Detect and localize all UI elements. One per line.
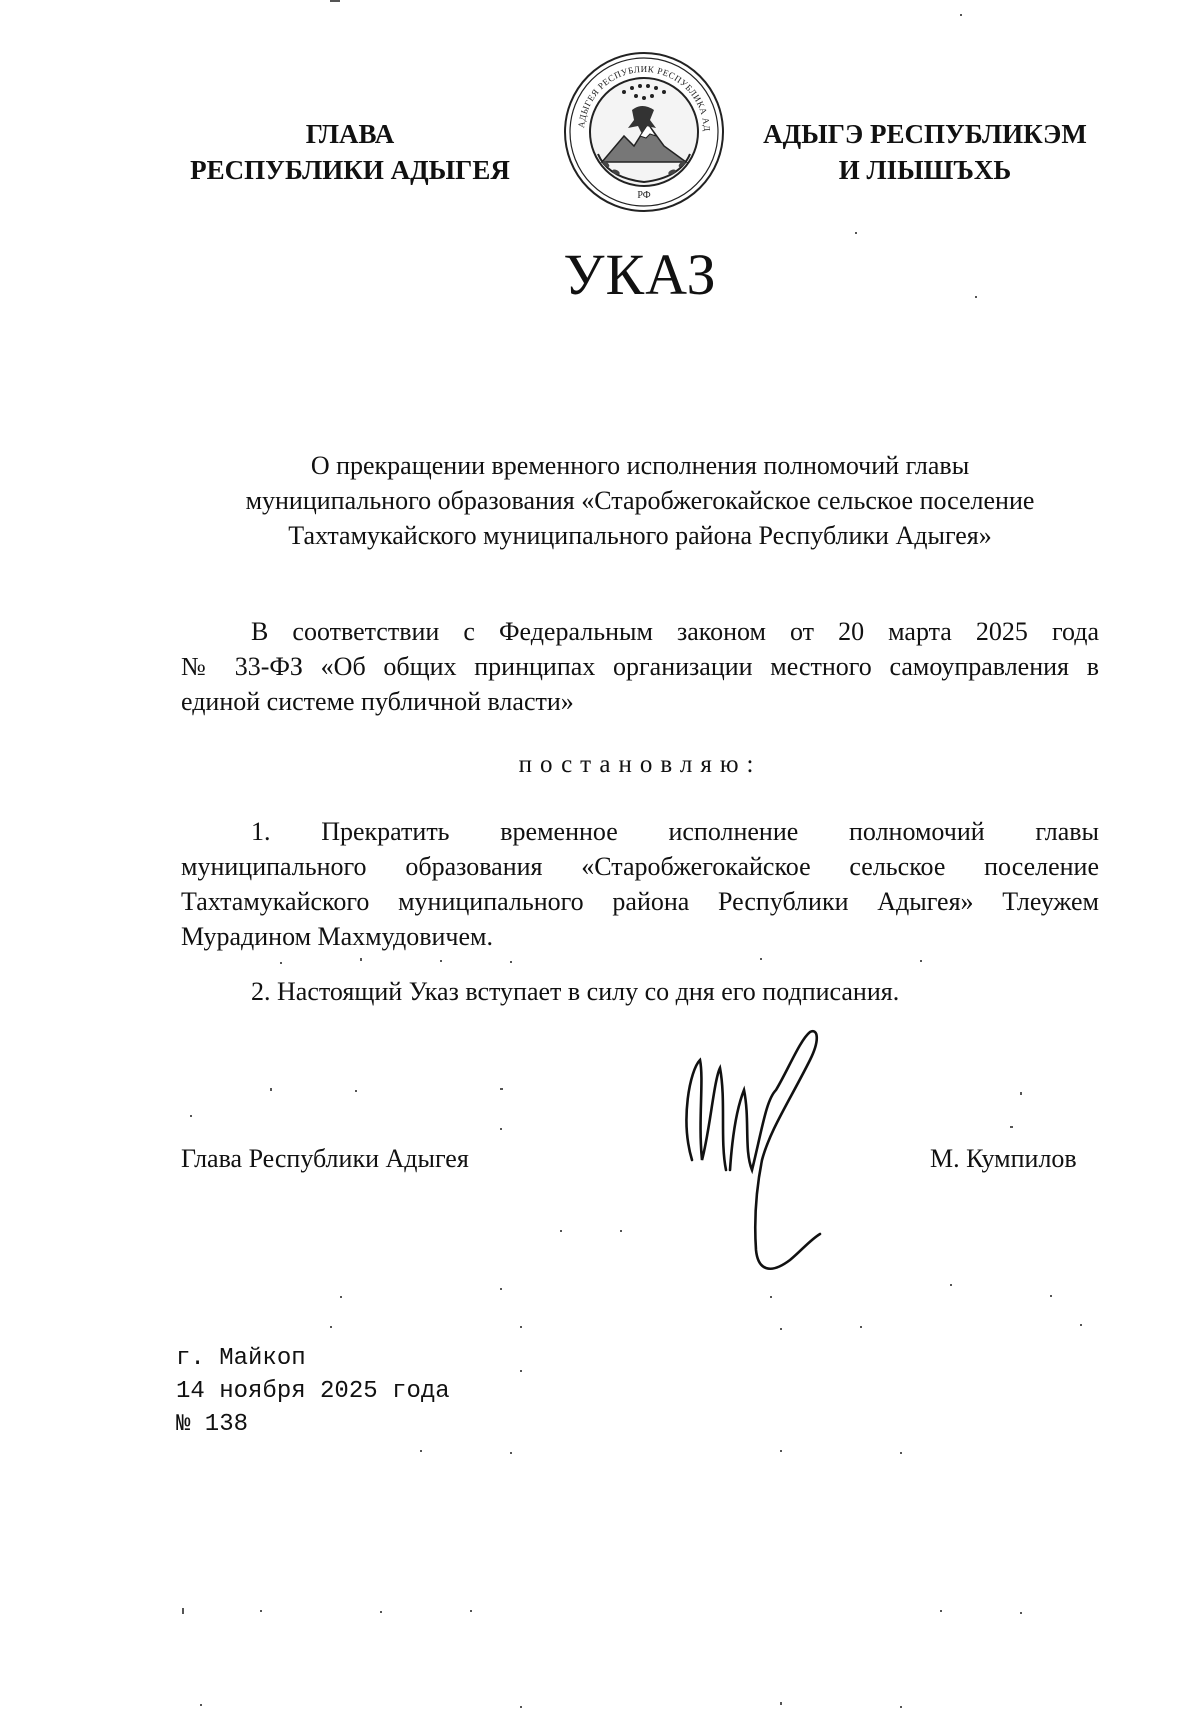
document-city: г. Майкоп — [176, 1345, 306, 1372]
document-number: № 138 — [176, 1411, 249, 1438]
preamble-line: единой системе публичной власти» — [181, 687, 574, 716]
signatory-name: М. Кумпилов — [930, 1144, 1077, 1173]
item1-line: муниципального образования «Старобжегокайское сельское поселение — [181, 852, 1099, 881]
document-type-heading: УКАЗ — [563, 242, 717, 307]
header-left — [150, 116, 550, 188]
header-left-line2: РЕСПУБЛИКИ АДЫГЕЯ — [190, 155, 510, 185]
coat-of-arms-icon — [562, 50, 726, 214]
header-left-line1: ГЛАВА — [305, 119, 395, 149]
preamble-paragraph — [181, 614, 1099, 719]
preamble-line: № 33-ФЗ «Об общих принципах организации местного самоуправления в — [181, 652, 1099, 681]
header-right-line2: И ЛІЫШЪХЬ — [838, 155, 1012, 185]
emblem-ring-text: АДЫГЕЯ РЕСПУБЛИК РЕСПУБЛИКА АД — [576, 63, 713, 132]
item1-line: 1. Прекратить временное исполнение полномочий главы — [251, 817, 1099, 846]
decree-word: постановляю: — [518, 751, 762, 778]
title-line: муниципального образования «Старобжегокайское сельское поселение — [245, 486, 1035, 515]
decree-item-1 — [181, 814, 1099, 954]
document-title — [150, 448, 1130, 553]
document-date: 14 ноября 2025 года — [176, 1378, 450, 1405]
item1-line: Мурадином Махмудовичем. — [181, 922, 493, 951]
item1-line: Тахтамукайского муниципального района Республики Адыгея» Тлеужем — [181, 887, 1099, 916]
title-line: Тахтамукайского муниципального района Республики Адыгея» — [288, 521, 992, 550]
decree-item-2: 2. Настоящий Указ вступает в силу со дня его подписания. — [251, 977, 900, 1006]
document-meta — [176, 1342, 450, 1441]
header-right-line1: АДЫГЭ РЕСПУБЛИКЭМ — [763, 119, 1087, 149]
preamble-line: В соответствии с Федеральным законом от 20 марта 2025 года — [251, 617, 1099, 646]
title-line: О прекращении временного исполнения полномочий главы — [310, 451, 970, 480]
header-right — [725, 116, 1125, 188]
emblem-bottom-text: РФ — [637, 190, 651, 201]
handwritten-signature-icon — [670, 1020, 840, 1280]
signatory-position: Глава Республики Адыгея — [181, 1144, 469, 1173]
